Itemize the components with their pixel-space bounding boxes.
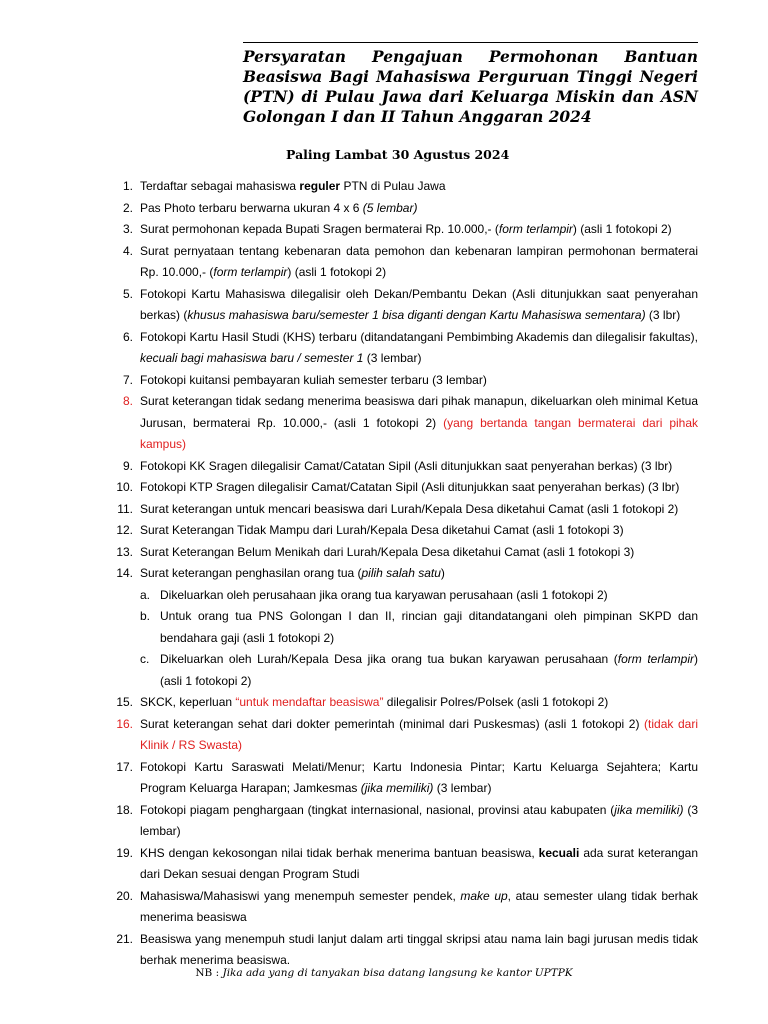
item-text: Surat keterangan untuk mencari beasiswa dari Lurah/Kepala Desa diketahui Camat (asli 1 fotokopi 2)	[140, 501, 679, 516]
item-number: 13.	[116, 544, 133, 559]
deadline-text: Paling Lambat 30 Agustus 2024	[286, 147, 510, 162]
item-text: SKCK, keperluan	[140, 695, 236, 709]
item-text: PTN di Pulau Jawa	[340, 179, 446, 193]
item-text: dilegalisir Polres/Polsek (asli 1 fotokopi 2)	[383, 695, 609, 709]
sub-list-item	[113, 606, 698, 649]
item-number: 11.	[117, 501, 133, 516]
list-item	[113, 198, 698, 220]
list-item	[113, 542, 698, 564]
list-item	[113, 843, 698, 886]
item-text: Fotokopi KK Sragen dilegalisir Camat/Catatan Sipil (Asli ditunjukkan saat penyerahan berkas) (3 lbr)	[140, 458, 673, 473]
item-number: 10.	[116, 480, 133, 494]
list-item	[113, 284, 698, 327]
list-item	[113, 800, 698, 843]
list-item	[113, 929, 698, 972]
item-text: Fotokopi piagam penghargaan (tingkat internasional, nasional, provinsi atau kabupaten (	[140, 802, 615, 817]
item-red-note: (yang bertanda tangan bermaterai dari pihak kampus)	[140, 415, 699, 451]
item-number: 21.	[116, 931, 133, 946]
item-text: (3 lembar)	[433, 781, 492, 795]
item-number: 18.	[116, 802, 133, 817]
list-item	[113, 499, 698, 521]
item-number: 6.	[122, 329, 133, 344]
item-text: (3 lembar)	[363, 351, 422, 365]
list-item	[113, 327, 698, 370]
item-text: Surat permohonan kepada Bupati Sragen bermaterai Rp. 10.000,- (	[140, 222, 499, 236]
item-italic: make up	[460, 888, 508, 903]
item-text: Surat Keterangan Tidak Mampu dari Lurah/Kepala Desa diketahui Camat (asli 1 fotokopi 3)	[140, 523, 624, 537]
item-italic: form terlampir	[498, 222, 573, 236]
item-number: 2.	[122, 200, 133, 215]
item-text: Untuk orang tua PNS Golongan I dan II, rincian gaji ditandatangani oleh pimpinan SKPD dan bendahara gaji (asli 1 fotokopi 2)	[160, 609, 698, 645]
item-italic: pilih salah satu	[361, 566, 441, 580]
list-item	[113, 370, 698, 392]
item-text: Surat keterangan tidak sedang menerima beasiswa dari pihak manapun, dikeluarkan oleh minimal Ketua Jurusan, bermaterai Rp. 10.000,- (asli 1 fotokopi 2)	[140, 394, 698, 430]
item-text: Fotokopi KTP Sragen dilegalisir Camat/Catatan Sipil (Asli ditunjukkan saat penyerahan berkas) (3 lbr)	[140, 480, 680, 494]
item-text: KHS dengan kekosongan nilai tidak berhak menerima bantuan beasiswa,	[140, 845, 539, 860]
item-number: 5.	[122, 286, 133, 301]
sub-item-letter: c.	[140, 652, 150, 666]
list-item	[113, 886, 698, 929]
item-number: 17.	[116, 759, 133, 774]
list-item	[113, 757, 698, 800]
list-item	[113, 456, 698, 478]
item-text: ) (asli 1 fotokopi 2)	[287, 265, 387, 279]
item-text: Fotokopi Kartu Saraswati Melati/Menur; Kartu Indonesia Pintar; Kartu Keluarga Sejahtera; Kartu Program Keluarga Harapan; Jamkesmas	[140, 759, 698, 795]
item-text: , atau semester ulang tidak berhak menerima beasiswa	[140, 888, 699, 924]
sub-item-letter: b.	[140, 609, 151, 623]
note-text: Jika ada yang di tanyakan bisa datang langsung ke kantor UPTPK	[222, 967, 573, 979]
list-item	[113, 520, 698, 542]
item-text: Fotokopi Kartu Hasil Studi (KHS) terbaru (ditandatangani Pembimbing Akademis dan dilegalisir fakultas),	[140, 329, 698, 344]
item-text: )	[440, 566, 445, 580]
item-number: 19.	[116, 845, 133, 860]
item-italic: form terlampir	[213, 265, 288, 279]
item-text: Surat keterangan penghasilan orang tua (	[140, 566, 362, 580]
item-number: 1.	[122, 179, 133, 193]
list-item	[113, 241, 698, 284]
item-number: 14.	[116, 566, 133, 580]
item-italic: kecuali bagi mahasiswa baru / semester 1	[140, 351, 364, 365]
item-italic: form terlampir	[617, 652, 695, 666]
item-text: (3 lembar)	[140, 802, 698, 838]
item-text: Fotokopi Kartu Mahasiswa dilegalisir oleh Dekan/Pembantu Dekan (Asli ditunjukkan saat penyerahan berkas) (	[140, 286, 698, 322]
item-number: 7.	[122, 372, 133, 387]
note-label: NB :	[195, 967, 223, 979]
item-text: Surat keterangan sehat dari dokter pemerintah (minimal dari Puskesmas) (asli 1 fotokopi 2)	[140, 716, 645, 731]
item-text: Terdaftar sebagai mahasiswa	[140, 179, 300, 193]
item-text: Dikeluarkan oleh Lurah/Kepala Desa jika orang tua bukan karyawan perusahaan (	[160, 652, 618, 666]
item-red-note: “untuk mendaftar beasiswa”	[235, 695, 384, 709]
footer-note	[0, 967, 768, 979]
item-text: Pas Photo terbaru berwarna ukuran 4 x 6	[140, 200, 363, 215]
item-number: 16.	[116, 716, 133, 731]
list-item	[113, 563, 698, 585]
item-text: ) (asli 1 fotokopi 2)	[572, 222, 672, 236]
item-number: 15.	[116, 695, 133, 709]
item-text: Surat Keterangan Belum Menikah dari Lurah/Kepala Desa diketahui Camat (asli 1 fotokopi 3)	[140, 544, 635, 559]
item-bold: reguler	[299, 179, 341, 193]
sub-list-item	[113, 585, 698, 607]
item-number: 12.	[116, 523, 133, 537]
list-item	[113, 176, 698, 198]
item-text: (3 lbr)	[645, 308, 681, 322]
item-number: 20.	[116, 888, 133, 903]
list-item	[113, 714, 698, 757]
list-item	[113, 391, 698, 456]
list-item	[113, 219, 698, 241]
item-number: 8.	[122, 394, 133, 408]
document-title: Persyaratan Pengajuan Permohonan Bantuan Beasiswa Bagi Mahasiswa Perguruan Tinggi Negeri (PTN) di Pulau Jawa dari Keluarga Miskin dan ASN Golongan I dan II Tahun Anggaran 2024	[243, 42, 698, 127]
requirements-list	[113, 176, 698, 972]
item-text: Dikeluarkan oleh perusahaan jika orang tua karyawan perusahaan (asli 1 fotokopi 2)	[160, 587, 608, 602]
item-italic: (jika memiliki)	[360, 781, 434, 795]
item-text: Fotokopi kuitansi pembayaran kuliah semester terbaru (3 lembar)	[140, 372, 487, 387]
item-text: Mahasiswa/Mahasiswi yang menempuh semester pendek,	[140, 888, 461, 903]
item-italic: khusus mahasiswa baru/semester 1 bisa diganti dengan Kartu Mahasiswa sementara)	[187, 308, 646, 322]
item-bold: kecuali	[538, 845, 580, 860]
sub-list-item	[113, 649, 698, 692]
item-italic: (5 lembar)	[362, 200, 418, 215]
item-number: 3.	[122, 222, 133, 236]
list-item	[113, 477, 698, 499]
item-number: 9.	[122, 458, 133, 473]
list-item	[113, 692, 698, 714]
item-text: ) (asli 1 fotokopi 2)	[160, 652, 699, 688]
item-red-note: (tidak dari Klinik / RS Swasta)	[140, 716, 699, 752]
sub-item-letter: a.	[140, 587, 151, 602]
item-number: 4.	[122, 243, 133, 258]
item-italic: jika memiliki)	[614, 802, 684, 817]
item-text: Surat pernyataan tentang kebenaran data pemohon dan kebenaran lampiran permohonan bermaterai Rp. 10.000,- (	[140, 243, 698, 279]
item-text: ada surat keterangan dari Dekan sesuai dengan Program Studi	[140, 845, 698, 881]
item-text: Beasiswa yang menempuh studi lanjut dalam arti tinggal skripsi atau nama lain bagi jurusan medis tidak berhak menerima beasiswa.	[140, 931, 698, 967]
